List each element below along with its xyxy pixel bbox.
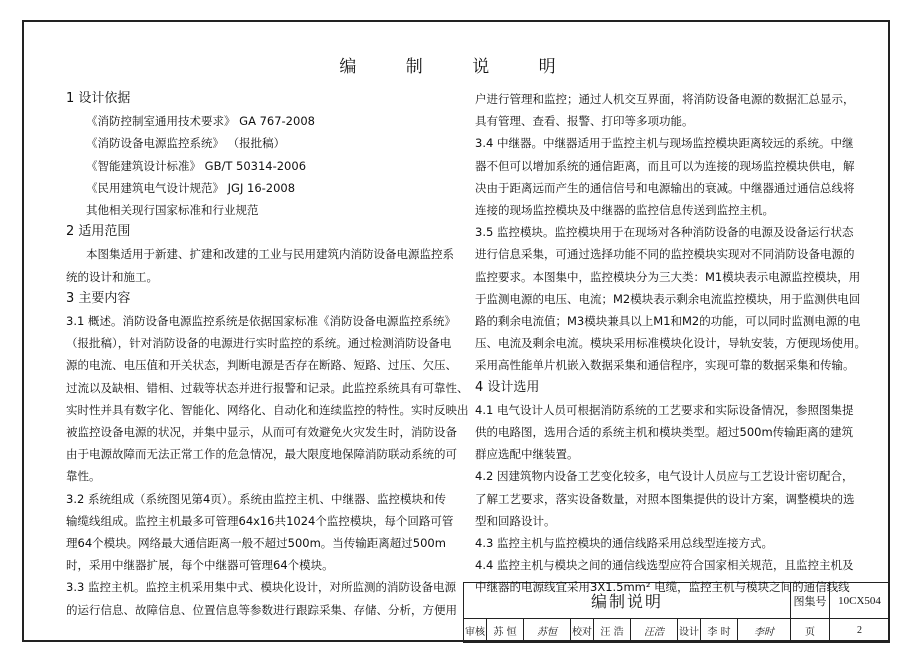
paragraph-line: 源的电流、电压值和开关状态，判断电源是否存在断路、短路、过压、欠压、 [66, 358, 457, 373]
designer-name: 李 时 [701, 619, 738, 643]
section-heading: 4 设计选用 [475, 379, 540, 395]
paragraph-line: 理64个模块。网络最大通信距离一般不超过500m。当传输距离超过500m [66, 536, 446, 551]
atlas-number: 10CX504 [830, 583, 890, 619]
designer-signature: 李时 [738, 619, 791, 643]
paragraph-line: 连接的现场监控模块及中继器的监控信息传送到监控主机。 [475, 203, 774, 218]
review-label: 审核 [464, 619, 487, 643]
paragraph-line: 路的剩余电流值；M3模块兼具以上M1和M2的功能，可以同时监测电源的电 [475, 314, 861, 329]
paragraph-line: 采用高性能单片机嵌入数据采集和通信程序，实现可靠的数据采集和传输。 [475, 358, 855, 373]
paragraph-line: 群应选配中继装置。 [475, 447, 579, 462]
drawing-name: 编制说明 [464, 583, 791, 619]
paragraph-line: 4.3 监控主机与监控模块的通信线路采用总线型连接方式。 [475, 536, 773, 551]
paragraph-line: 了解工艺要求，落实设备数量，对照本图集提供的设计方案，调整模块的选 [475, 491, 855, 506]
section-heading: 2 适用范围 [66, 224, 131, 240]
paragraph-line: 3.1 概述。消防设备电源监控系统是依据国家标准《消防设备电源监控系统》 [66, 314, 456, 329]
reference-item: 其他相关现行国家标准和行业规范 [86, 203, 259, 218]
paragraph-line: 3.5 监控模块。监控模块用于在现场对各种消防设备的电源及设备运行状态 [475, 225, 854, 240]
reference-item: 《民用建筑电气设计规范》 JGJ 16-2008 [86, 180, 296, 195]
paragraph-line: 户进行管理和监控；通过人机交互界面，将消防设备电源的数据汇总显示， [475, 92, 855, 106]
reviewer-signature: 苏恒 [524, 619, 571, 643]
paragraph-line: 实时性并具有数字化、智能化、网络化、自动化和连续监控的特性。实时反映出 [66, 402, 469, 417]
paragraph-line: 过流以及缺相、错相、过载等状态并进行报警和记录。此监控系统具有可靠性、 [66, 380, 469, 395]
check-label: 校对 [571, 619, 594, 643]
page-title: 编 制 说 明 [339, 57, 578, 77]
paragraph-line: 的运行信息、故障信息、位置信息等参数进行跟踪采集、存储、分析，方便用 [66, 602, 457, 617]
paragraph-line: 3.2 系统组成（系统图见第4页）。系统由监控主机、中继器、监控模块和传 [66, 491, 447, 506]
paragraph-line: 4.2 因建筑物内设备工艺变化较多，电气设计人员应与工艺设计密切配合， [475, 469, 854, 484]
right-column [475, 88, 866, 599]
title-block [463, 582, 890, 642]
reference-item: 《智能建筑设计标准》 GB/T 50314-2006 [86, 158, 307, 173]
paragraph-line: 进行信息采集，可通过选择功能不同的监控模块实现对不同消防设备电源的 [475, 247, 855, 262]
paragraph-line: 本图集适用于新建、扩建和改建的工业与民用建筑内消防设备电源监控系 [86, 247, 454, 262]
paragraph-line: 决由于距离远而产生的通信信号和电源输出的衰减。中继器通过通信总线将 [475, 180, 855, 195]
section-heading: 1 设计依据 [66, 91, 131, 106]
paragraph-line: 4.1 电气设计人员可根据消防系统的工艺要求和实际设备情况，参照图集提 [475, 402, 854, 417]
left-column [66, 88, 469, 621]
paragraph-line: 靠性。 [66, 469, 101, 484]
paragraph-line: 输缆线组成。监控主机最多可管理64x16共1024个监控模块，每个回路可管 [66, 513, 454, 528]
paragraph-line: 压、电流及剩余电流。模块采用标准模块化设计，导轨安装，方便现场使用。 [475, 336, 866, 351]
reference-item: 《消防控制室通用技术要求》 GA 767-2008 [86, 114, 315, 129]
page-label: 页 [791, 619, 830, 643]
checker-name: 汪 浩 [594, 619, 631, 643]
paragraph-line: 3.4 中继器。中继器适用于监控主机与现场监控模块距离较远的系统。中继 [475, 136, 854, 151]
atlas-label: 图集号 [791, 583, 830, 619]
reference-item: 《消防设备电源监控系统》 （报批稿） [86, 136, 286, 151]
paragraph-line: 型和回路设计。 [475, 513, 556, 528]
paragraph-line: 于监测电源的电压、电流；M2模块表示剩余电流监控模块，用于监测供电回 [475, 291, 861, 306]
paragraph-line: 3.3 监控主机。监控主机采用集中式、模块化设计，对所监测的消防设备电源 [66, 580, 456, 595]
paragraph-line: 器不但可以增加系统的通信距离，而且可以为连接的现场监控模块供电，解 [475, 158, 855, 173]
paragraph-line: 4.4 监控主机与模块之间的通信线选型应符合国家相关规范，且监控主机及 [475, 558, 854, 573]
reviewer-name: 苏 恒 [487, 619, 524, 643]
design-label: 设计 [678, 619, 701, 643]
checker-signature: 汪浩 [631, 619, 678, 643]
page-number: 2 [830, 619, 890, 643]
paragraph-line: 监控要求。本图集中，监控模块分为三大类：M1模块表示电源监控模块，用 [475, 269, 861, 284]
paragraph-line: （报批稿），针对消防设备的电源进行实时监控的系统。通过检测消防设备电 [66, 336, 452, 351]
paragraph-line: 统的设计和施工。 [66, 269, 158, 284]
paragraph-line: 供的电路图，选用合适的系统主机和模块类型。超过500m传输距离的建筑 [475, 425, 854, 440]
paragraph-line: 被监控设备电源的状况，并集中显示，从而可有效避免火灾发生时，消防设备 [66, 425, 457, 440]
paragraph-line: 具有管理、查看、报警、打印等多项功能。 [475, 114, 694, 129]
paragraph-line: 由于电源故障而无法正常工作的危急情况，最大限度地保障消防联动系统的可 [66, 447, 457, 462]
paragraph-line: 时，采用中继器扩展，每个中继器可管理64个模块。 [66, 558, 334, 573]
paragraph-line: 中继器的电源线宜采用3X1.5mm² 电缆，监控主机与模块之间的通信线线 [475, 580, 850, 595]
section-heading: 3 主要内容 [66, 290, 131, 306]
